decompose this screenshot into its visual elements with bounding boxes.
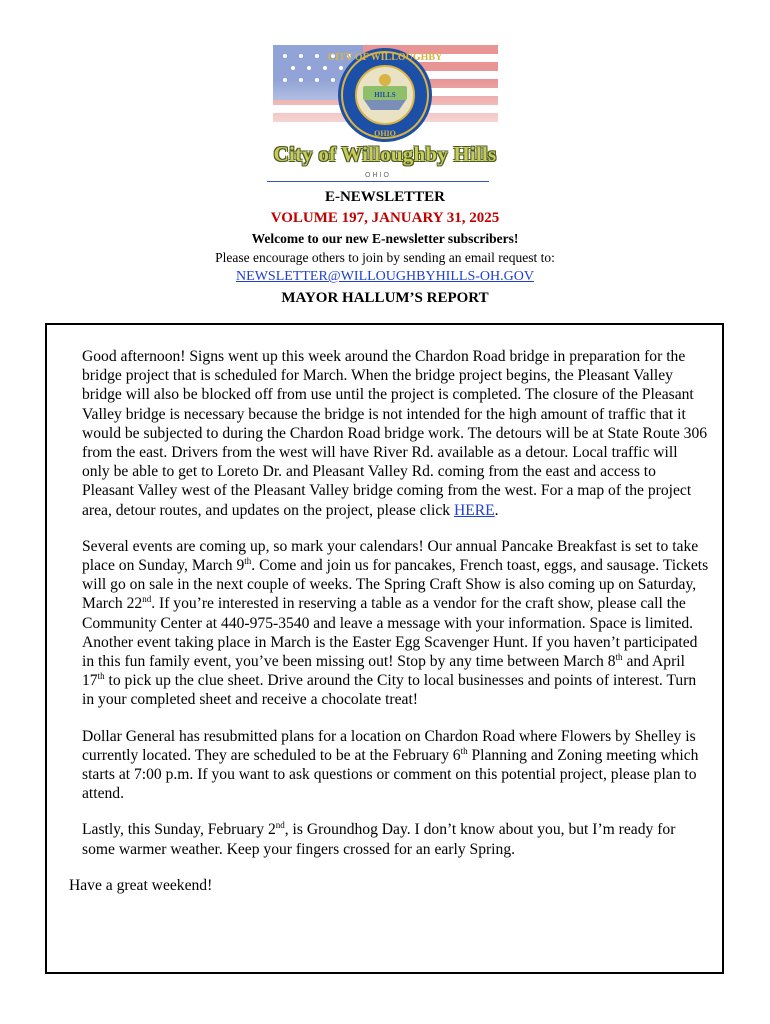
section-title: MAYOR HALLUM’S REPORT <box>281 290 489 306</box>
paragraph-text: Several events are coming up, so mark your calendars! Our annual Pancake Breakfast is set to take place on Sunday, March 9 <box>82 537 699 575</box>
city-name-wordmark: City of Willoughby Hills <box>273 142 497 166</box>
report-paragraph-3 <box>69 727 709 804</box>
ordinal-suffix: th <box>460 745 468 756</box>
volume-line: VOLUME 197, JANUARY 31, 2025 <box>270 210 500 226</box>
paragraph-text: . If you’re interested in reserving a table as a vendor for the craft show, please call the Community Center at 440-975-3540 and leave a message with your information. Space is limited. Another event taking place in March is the Easter Egg Scavenger Hunt. If you haven’t participated in this fun family event, you’ve been missing out! Stop by any time between March 8 <box>82 595 698 671</box>
paragraph-text: . <box>494 501 499 519</box>
ordinal-suffix: th <box>97 671 105 682</box>
report-paragraph-2 <box>69 537 709 710</box>
paragraph-text: Good afternoon! Signs went up this week around the Chardon Road bridge in preparation for the bridge project that is scheduled for March. When the bridge project begins, the Pleasant Valley bridge will also be blocked off from use until the project is completed. The closure of the Pleasant Valley bridge is necessary because the bridge is not intended for the high amount of traffic that it would be subjected to during the Chardon Road bridge work. The detours will be at State Route 306 from the east. Drivers from the west will have River Rd. available as a detour. Local traffic will only be able to get to Loreto Dr. and Pleasant Valley Rd. coming from the east and access to Pleasant Valley west of the Pleasant Valley bridge coming from the west. For a map of the project area, detour routes, and updates on the project, please click <box>82 348 708 519</box>
encourage-line: Please encourage others to join by sending an email request to: <box>215 250 555 265</box>
report-paragraph-4 <box>69 820 709 858</box>
paragraph-text: Planning and Zoning meeting which starts at 7:00 p.m. If you want to ask questions or comment on this potential project, please plan to attend. <box>82 746 699 803</box>
ordinal-suffix: th <box>244 555 252 566</box>
report-signoff: Have a great weekend! <box>69 876 213 894</box>
ordinal-suffix: th <box>615 651 623 662</box>
report-paragraph-1 <box>69 347 709 520</box>
here-link[interactable]: HERE <box>453 501 495 519</box>
paragraph-text: to pick up the clue sheet. Drive around the City to local businesses and points of interest. Turn in your completed sheet and receive a chocolate treat! <box>82 672 697 709</box>
newsletter-email-link[interactable]: NEWSLETTER@WILLOUGHBYHILLS-OH.GOV <box>236 269 534 284</box>
paragraph-text: Dollar General has resubmitted plans for a location on Chardon Road where Flowers by Shelley is currently located. They are scheduled to be at the February 6 <box>82 727 696 764</box>
seal-mid-text: HILLS <box>374 91 396 99</box>
mayor-report-text <box>69 347 709 912</box>
mayor-report-box <box>45 323 724 974</box>
ordinal-suffix: nd <box>275 820 285 831</box>
flag-seal-graphic <box>263 40 503 150</box>
city-seal-logo <box>263 40 503 150</box>
seal-bottom-text: OHIO <box>374 129 396 138</box>
ohio-label: OHIO <box>365 172 391 179</box>
divider-rule <box>267 181 489 182</box>
ohio-divider <box>267 172 489 182</box>
paragraph-text: . Come and join us for pancakes, French toast, eggs, and sausage. Tickets will go on sale in the next couple of weeks. The Spring Craft Show is also coming up on Saturday, March 22 <box>82 557 709 613</box>
paragraph-text: Lastly, this Sunday, February 2 <box>82 821 276 839</box>
welcome-line: Welcome to our new E-newsletter subscribers! <box>251 231 519 246</box>
paragraph-text: , is Groundhog Day. I don’t know about you, but I’m ready for some warmer weather. Keep your fingers crossed for an early Spring. <box>82 821 676 858</box>
seal-top-text: CITY OF WILLOUGHBY <box>327 52 443 63</box>
ordinal-suffix: nd <box>142 594 152 605</box>
newsletter-title: E-NEWSLETTER <box>324 189 446 205</box>
paragraph-text: and April 17 <box>82 653 685 690</box>
